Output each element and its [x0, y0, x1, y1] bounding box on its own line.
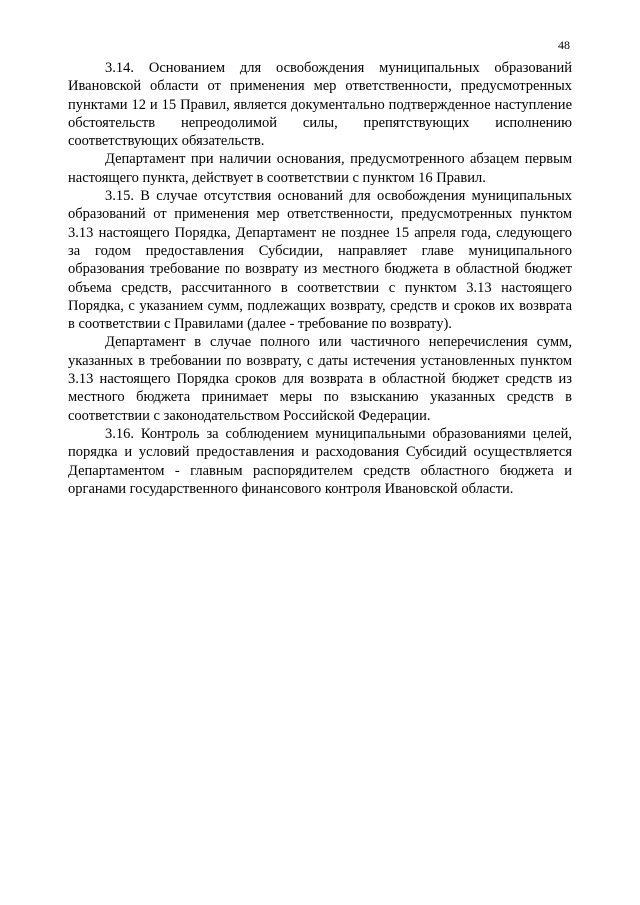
paragraph-3-14: 3.14. Основанием для освобождения муниципальных образований Ивановской области от применения мер ответственности, предусмотренных пунктами 12 и 15 Правил, является документально подтвержденное наступление обстоятельств непреодолимой силы, препятствующих исполнению соответствующих обязательств. — [68, 60, 572, 150]
document-body — [68, 59, 572, 498]
paragraph-3-15: 3.15. В случае отсутствия оснований для освобождения муниципальных образований от применения мер ответственности, предусмотренных пунктом 3.13 настоящего Порядка, Департамент не позднее 15 апреля года, следующего за годом предоставления Субсидии, направляет главе муниципального образования требование по возврату из местного бюджета в областной бюджет объема средств, рассчитанного в соответствии с пунктом 3.13 настоящего Порядка, с указанием сумм, подлежащих возврату, средств и сроков их возврата в соответствии с Правилами (далее - требование по возврату). — [68, 188, 572, 333]
paragraph-3-15-second: Департамент в случае полного или частичного неперечисления сумм, указанных в требовании по возврату, с даты истечения установленных пунктом 3.13 настоящего Порядка сроков для возврата в областной бюджет средств из местного бюджета принимает меры по взысканию указанных средств в соответствии с законодательством Российской Федерации. — [68, 334, 572, 424]
paragraph-3-14-second: Департамент при наличии основания, предусмотренного абзацем первым настоящего пункта, действует в соответствии с пунктом 16 Правил. — [68, 151, 572, 186]
paragraph-3-16: 3.16. Контроль за соблюдением муниципальными образованиями целей, порядка и условий предоставления и расходования Субсидий осуществляется Департаментом - главным распорядителем средств областного бюджета и органами государственного финансового контроля Ивановской области. — [68, 425, 572, 497]
page-number: 48 — [558, 38, 570, 52]
